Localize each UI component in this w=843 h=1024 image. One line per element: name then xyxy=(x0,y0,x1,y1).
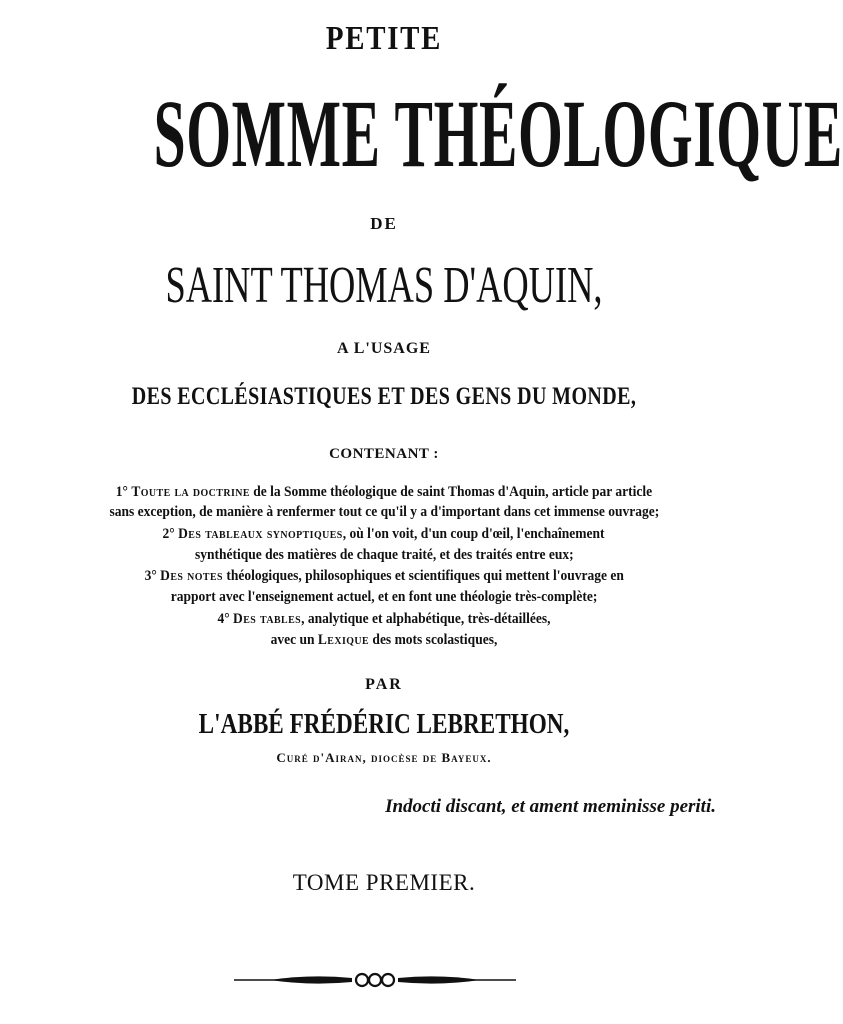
contents-number: 2° xyxy=(163,526,179,542)
contents-smallcaps: Des tableaux synoptiques xyxy=(178,526,344,542)
contents-text: théologiques, philosophiques et scientifiques qui mettent l'ouvrage en xyxy=(222,568,624,584)
title-petite: PETITE xyxy=(325,20,443,57)
contenant-label: CONTENANT : xyxy=(329,446,439,462)
title-saint-thomas: SAINT THOMAS D'AQUIN, xyxy=(165,257,603,314)
contents-text: , où l'on voit, d'un coup d'œil, l'enchaînement xyxy=(343,526,605,542)
contents-line xyxy=(0,502,768,523)
title-somme-theologique: SOMME THÉOLOGIQUE xyxy=(153,80,843,187)
author-position: Curé d'Airan, diocèse de Bayeux. xyxy=(276,750,492,765)
contents-text: synthétique des matières de chaque traité, et des traités entre eux; xyxy=(194,547,574,563)
contents-smallcaps: Lexique xyxy=(317,632,370,648)
contents-line xyxy=(0,566,768,587)
contents-number: 1° xyxy=(115,484,132,500)
ornament-rule-icon xyxy=(230,968,520,992)
contents-line xyxy=(0,630,768,651)
contents-line xyxy=(0,587,768,608)
par-label: PAR xyxy=(365,676,403,693)
contents-line xyxy=(0,545,768,566)
title-ecclesiastiques: DES ECCLÉSIASTIQUES ET DES GENS DU MONDE, xyxy=(131,383,637,410)
contents-text: , analytique et alphabétique, très-détaillées, xyxy=(301,611,551,627)
latin-motto: Indocti discant, et ament meminisse periti. xyxy=(385,796,716,817)
contents-text: avec un xyxy=(270,632,318,648)
author-name: L'ABBÉ FRÉDÉRIC LEBRETHON, xyxy=(198,708,570,740)
contents-number: 4° xyxy=(217,611,234,627)
contents-smallcaps: Toute la doctrine xyxy=(131,484,250,500)
title-de: DE xyxy=(370,214,398,233)
contents-text: rapport avec l'enseignement actuel, et en font une théologie très-complète; xyxy=(170,589,598,605)
contents-line xyxy=(0,609,768,630)
contents-text: de la Somme théologique de saint Thomas d'Aquin, article par article xyxy=(249,484,653,500)
contents-smallcaps: Des notes xyxy=(159,568,223,584)
contents-text: des mots scolastiques, xyxy=(369,632,498,648)
contents-line xyxy=(0,524,768,545)
title-usage: A L'USAGE xyxy=(337,340,431,357)
volume-label: TOME PREMIER. xyxy=(292,870,476,895)
contents-smallcaps: Des tables xyxy=(233,611,302,627)
contents-text: sans exception, de manière à renfermer tout ce qu'il y a d'important dans cet immense ouvrage; xyxy=(109,504,659,520)
contents-number: 3° xyxy=(144,568,160,584)
contents-line xyxy=(0,482,768,503)
